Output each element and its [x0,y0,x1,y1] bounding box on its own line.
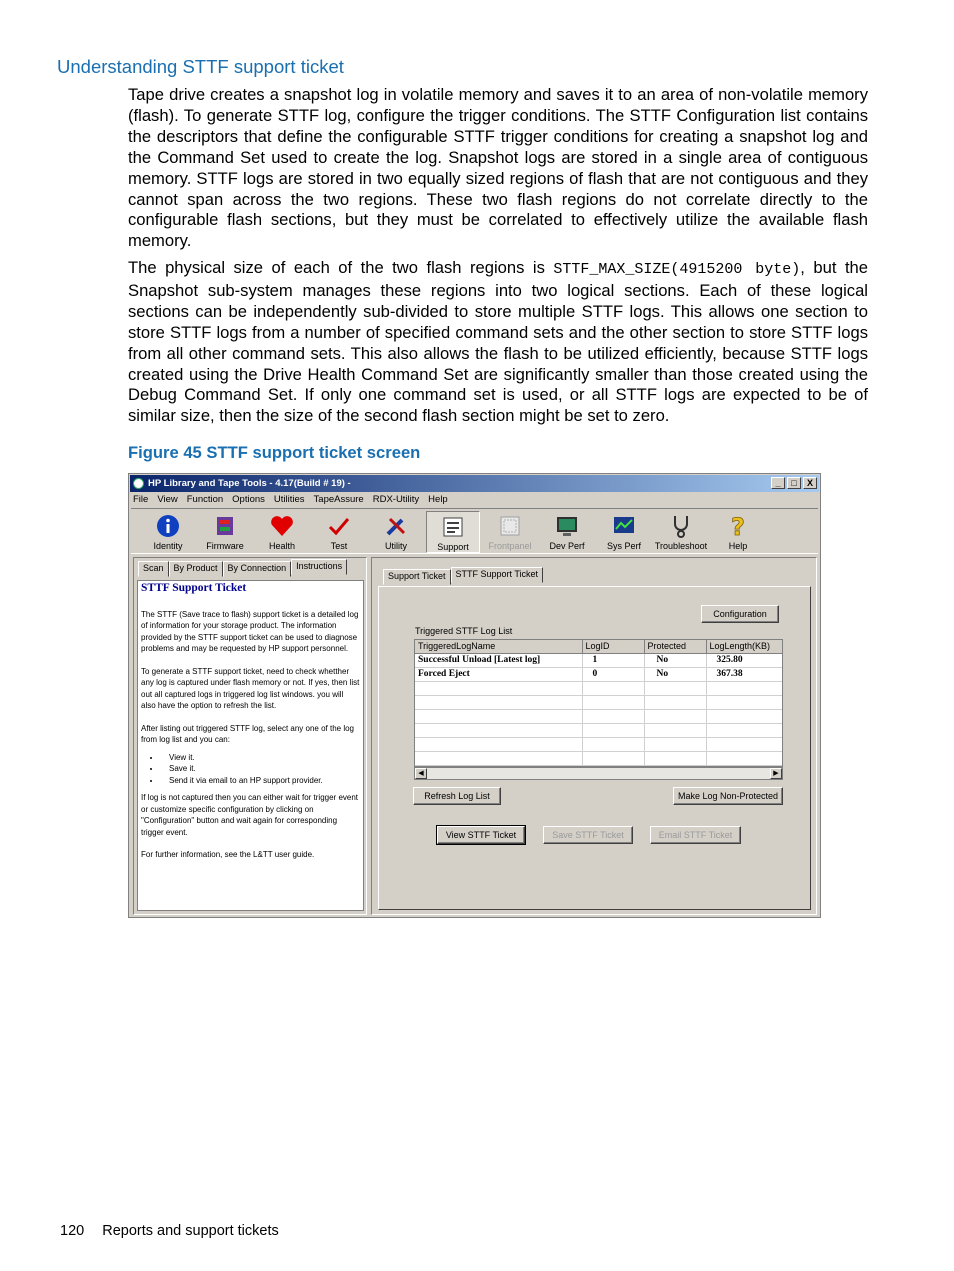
monitor-icon [554,513,580,539]
tab-sttf-support-ticket[interactable]: STTF Support Ticket [451,567,544,583]
info-icon [155,513,181,539]
firmware-icon [212,513,238,539]
support-icon [440,514,466,540]
configuration-button[interactable]: Configuration [701,605,779,623]
table-row[interactable] [415,667,783,681]
table-header-row [415,640,783,653]
stethoscope-icon [668,513,694,539]
tools-icon [383,513,409,539]
toolbar-health[interactable]: Health [255,511,309,553]
menu-file[interactable]: File [133,494,149,505]
instructions-list [161,752,360,787]
toolbar-troubleshoot[interactable]: Troubleshoot [654,511,708,553]
toolbar-support[interactable]: Support [426,511,480,553]
protected-cell: No [644,667,706,681]
list-item: • Save it. [161,763,360,775]
right-tabs [383,569,543,585]
instructions-heading: STTF Support Ticket [141,582,247,594]
tab-scan[interactable]: Scan [138,561,169,577]
app-icon [133,478,144,489]
left-pane [133,557,367,915]
column-header[interactable]: LogID [582,640,644,653]
maximize-button[interactable]: □ [787,477,801,489]
instructions-text [137,580,364,911]
toolbar-frontpanel: Frontpanel [483,511,537,553]
window-titlebar [130,475,819,492]
instructions-p2: To generate a STTF support ticket, need to check whetther any log is captured under flash memory or not. If yes, then list out all captured logs in triggered log list windows. you will also have the option to refresh the list. [141,666,360,710]
frontpanel-icon [497,513,523,539]
list-item: • View it. [161,752,360,764]
menu-help[interactable]: Help [428,494,448,505]
minimize-button[interactable]: _ [771,477,785,489]
menu-options[interactable]: Options [232,494,265,505]
email-sttf-ticket-button: Email STTF Ticket [650,826,741,844]
menu-view[interactable]: View [157,494,178,505]
figure-caption: Figure 45 STTF support ticket screen [128,443,421,462]
column-header[interactable]: LogLength(KB) [706,640,783,653]
toolbar-help[interactable]: ? Help [711,511,765,553]
right-pane [371,557,817,915]
log-id-cell: 1 [582,653,644,667]
menu-tapeassure[interactable]: TapeAssure [313,494,364,505]
log-list-table [414,639,783,767]
toolbar-sys-perf[interactable]: Sys Perf [597,511,651,553]
protected-cell: No [644,653,706,667]
left-tabs [138,561,347,577]
menu-bar [133,493,448,507]
column-header[interactable]: Protected [644,640,706,653]
question-icon [725,513,751,539]
heart-icon [269,513,295,539]
log-list-label: Triggered STTF Log List [415,626,513,636]
page-footer [60,1223,279,1239]
tab-by-connection[interactable]: By Connection [223,561,292,577]
instructions-p5: For further information, see the L&TT user guide. [141,850,315,859]
menu-function[interactable]: Function [186,494,224,505]
tab-by-product[interactable]: By Product [169,561,223,577]
view-sttf-ticket-button[interactable]: View STTF Ticket [437,826,525,844]
toolbar-dev-perf[interactable]: Dev Perf [540,511,594,553]
horizontal-scrollbar[interactable] [414,767,783,780]
page-number: 120 [60,1223,85,1239]
para2-text-b: , but the Snapshot sub-system manages these regions into two logical sections. Each of these logical sections can be independently sub-divided to store multiple STTF logs. This allows one section to store STTF logs from a number of specified command sets and the other section to store STTF logs from all other command sets. This also allows the flash to be utilized efficiently, because STTF logs created using the Drive Health Command Set are significantly smaller than those created using the Debug Command Set. If only one command set is used, or all STTF logs are expected to be of similar size, then the size of the second flash section might be set to zero. [128,258,869,426]
body-paragraph-1: Tape drive creates a snapshot log in volatile memory and saves it to an area of non-volatile memory (flash). To generate STTF log, configure the trigger conditions. The STTF Configuration list contains the descriptors that define the configurable STTF trigger conditions for creating a snapshot log and the Command Set used to create the log. Snapshot logs are stored in a single area of contiguous memory. STTF logs are stored in two equally sized regions of flash that are not contiguous and they cannot span across the two regions. These two flash regions do not correlate directly to the configurable flash sections, but they must be correlated to effectively utilize the available flash memory. [128,85,868,251]
svg-text:?: ? [731,513,745,539]
window-title: HP Library and Tape Tools - 4.17(Build # 19) - [148,478,351,489]
footer-text: Reports and support tickets [102,1223,279,1239]
check-icon [326,513,352,539]
column-header[interactable]: TriggeredLogName [415,640,582,653]
toolbar-test[interactable]: Test [312,511,366,553]
list-item: • Send it via email to an HP support provider. [161,775,360,787]
menu-utilities[interactable]: Utilities [273,494,305,505]
ltt-window-screenshot [128,473,821,918]
sttf-max-size-code: STTF_MAX_SIZE(4915200 byte) [553,261,801,278]
log-name-cell: Forced Eject [415,667,582,681]
instructions-p1: The STTF (Save trace to flash) support ticket is a detailed log of information for your storage product. The information provided by the STTF support ticket can be used to diagnose problems and may be requested by HP support personnel. [141,609,359,653]
refresh-log-list-button[interactable]: Refresh Log List [413,787,501,805]
sttf-panel [378,586,811,910]
toolbar-identity[interactable]: Identity [141,511,195,553]
scroll-right-icon[interactable]: ▶ [770,768,782,779]
chart-icon [611,513,637,539]
para2-text-a: The physical size of each of the two flash regions is [128,258,554,277]
make-log-non-protected-button[interactable]: Make Log Non-Protected [673,787,783,805]
log-id-cell: 0 [582,667,644,681]
tab-instructions[interactable]: Instructions [291,559,347,575]
toolbar [131,508,818,554]
instructions-p4: If log is not captured then you can either wait for trigger event or customize specific configuration by clicking on "Configuration" button and wait again for corresponding trigger event. [141,793,359,837]
toolbar-utility[interactable]: Utility [369,511,423,553]
menu-rdx-utility[interactable]: RDX-Utility [372,494,420,505]
tab-support-ticket[interactable]: Support Ticket [383,569,451,585]
table-row[interactable] [415,653,783,667]
section-title: Understanding STTF support ticket [57,56,344,77]
body-paragraph-2 [128,258,868,427]
scroll-left-icon[interactable]: ◀ [415,768,427,779]
save-sttf-ticket-button: Save STTF Ticket [543,826,633,844]
close-button[interactable]: X [803,477,817,489]
log-length-cell: 367.38 [706,667,783,681]
log-length-cell: 325.80 [706,653,783,667]
log-name-cell: Successful Unload [Latest log] [415,653,582,667]
toolbar-firmware[interactable]: Firmware [198,511,252,553]
instructions-p3: After listing out triggered STTF log, select any one of the log from log list and you can: [141,723,354,744]
